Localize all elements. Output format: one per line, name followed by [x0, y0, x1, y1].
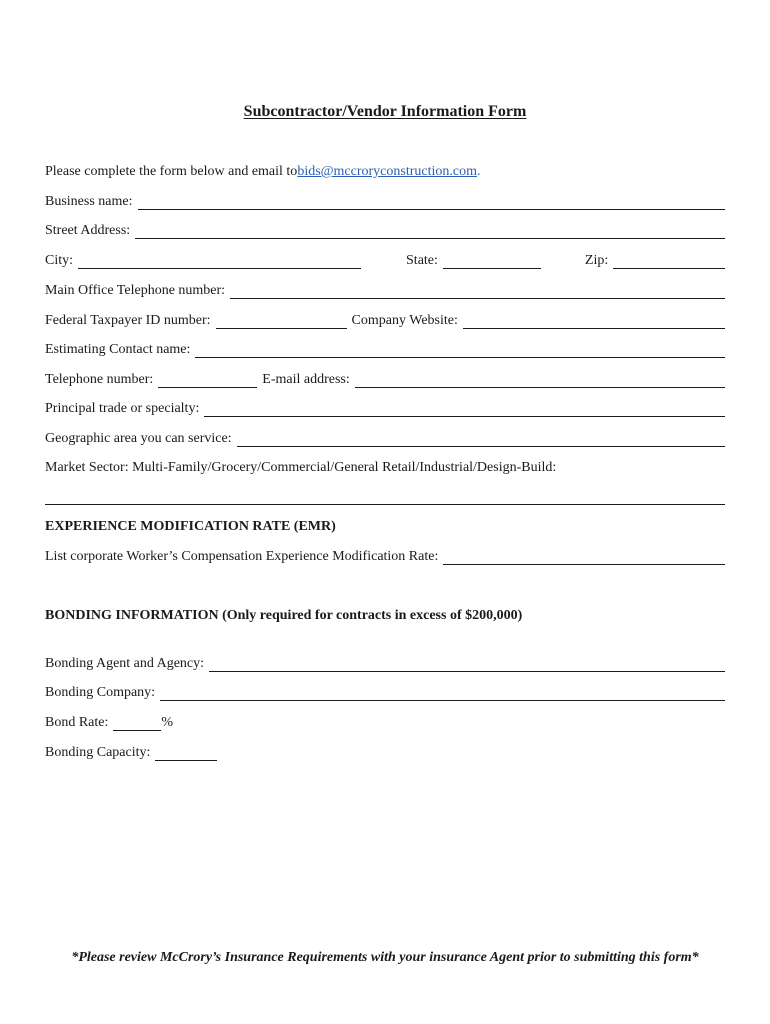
email-label: E-mail address: [262, 372, 350, 387]
business-name-row [45, 190, 725, 210]
bonding-heading-row [45, 604, 725, 624]
bonding-company-field[interactable] [160, 686, 725, 701]
bonding-capacity-field[interactable] [155, 746, 217, 761]
intro-text: Please complete the form below and email to [45, 164, 298, 179]
bond-rate-row [45, 711, 725, 731]
estimating-contact-row [45, 338, 725, 358]
main-phone-row [45, 279, 725, 299]
geographic-area-field[interactable] [237, 432, 725, 447]
bond-rate-field[interactable] [113, 716, 161, 731]
zip-field[interactable] [613, 254, 725, 269]
telephone-email-row [45, 368, 725, 388]
emr-rate-label: List corporate Worker’s Compensation Experience Modification Rate: [45, 549, 439, 564]
company-website-field[interactable] [463, 314, 725, 329]
market-sector-field[interactable] [45, 504, 725, 505]
tax-id-website-row [45, 309, 725, 329]
business-name-field[interactable] [138, 195, 726, 210]
bonding-capacity-row [45, 741, 725, 761]
principal-trade-row [45, 397, 725, 417]
street-address-row [45, 219, 725, 239]
company-website-label: Company Website: [351, 313, 458, 328]
street-address-label: Street Address: [45, 223, 131, 238]
bonding-company-label: Bonding Company: [45, 685, 156, 700]
geographic-area-row [45, 427, 725, 447]
bonding-company-row [45, 681, 725, 701]
city-label: City: [45, 253, 74, 268]
market-sector-row [45, 456, 725, 476]
telephone-label: Telephone number: [45, 372, 154, 387]
business-name-label: Business name: [45, 194, 133, 209]
federal-tax-id-label: Federal Taxpayer ID number: [45, 313, 211, 328]
city-state-zip-row [45, 249, 725, 269]
email-field[interactable] [355, 373, 725, 388]
bonding-agent-label: Bonding Agent and Agency: [45, 656, 205, 671]
zip-label: Zip: [584, 253, 609, 268]
main-phone-field[interactable] [230, 284, 725, 299]
bonding-capacity-label: Bonding Capacity: [45, 745, 151, 760]
intro-line [45, 160, 725, 180]
bonding-agent-field[interactable] [209, 657, 725, 672]
main-phone-label: Main Office Telephone number: [45, 283, 226, 298]
geographic-area-label: Geographic area you can service: [45, 431, 232, 446]
form-title: Subcontractor/Vendor Information Form [243, 103, 527, 120]
emr-rate-field[interactable] [443, 550, 725, 565]
emr-heading: EXPERIENCE MODIFICATION RATE (EMR) [45, 519, 336, 534]
state-field[interactable] [443, 254, 541, 269]
telephone-field[interactable] [158, 373, 257, 388]
principal-trade-label: Principal trade or specialty: [45, 401, 200, 416]
federal-tax-id-field[interactable] [216, 314, 347, 329]
bonding-agent-row [45, 652, 725, 672]
emr-heading-row [45, 515, 725, 535]
bonding-heading: BONDING INFORMATION (Only required for contracts in excess of $200,000) [45, 608, 523, 623]
estimating-contact-field[interactable] [195, 343, 725, 358]
market-sector-label: Market Sector: Multi-Family/Grocery/Commercial/General Retail/Industrial/Design-Build: [45, 460, 557, 475]
emr-rate-row [45, 545, 725, 565]
city-field[interactable] [78, 254, 361, 269]
estimating-contact-label: Estimating Contact name: [45, 342, 191, 357]
street-address-field[interactable] [135, 224, 725, 239]
principal-trade-field[interactable] [204, 402, 725, 417]
footer-note: *Please review McCrory’s Insurance Requirements with your insurance Agent prior to submitting this form* [71, 950, 699, 965]
bond-rate-label: Bond Rate: [45, 715, 109, 730]
bond-rate-suffix: % [161, 715, 174, 730]
intro-end: . [477, 164, 481, 179]
email-link[interactable]: bids@mccroryconstruction.com [297, 164, 477, 179]
state-label: State: [406, 253, 438, 268]
